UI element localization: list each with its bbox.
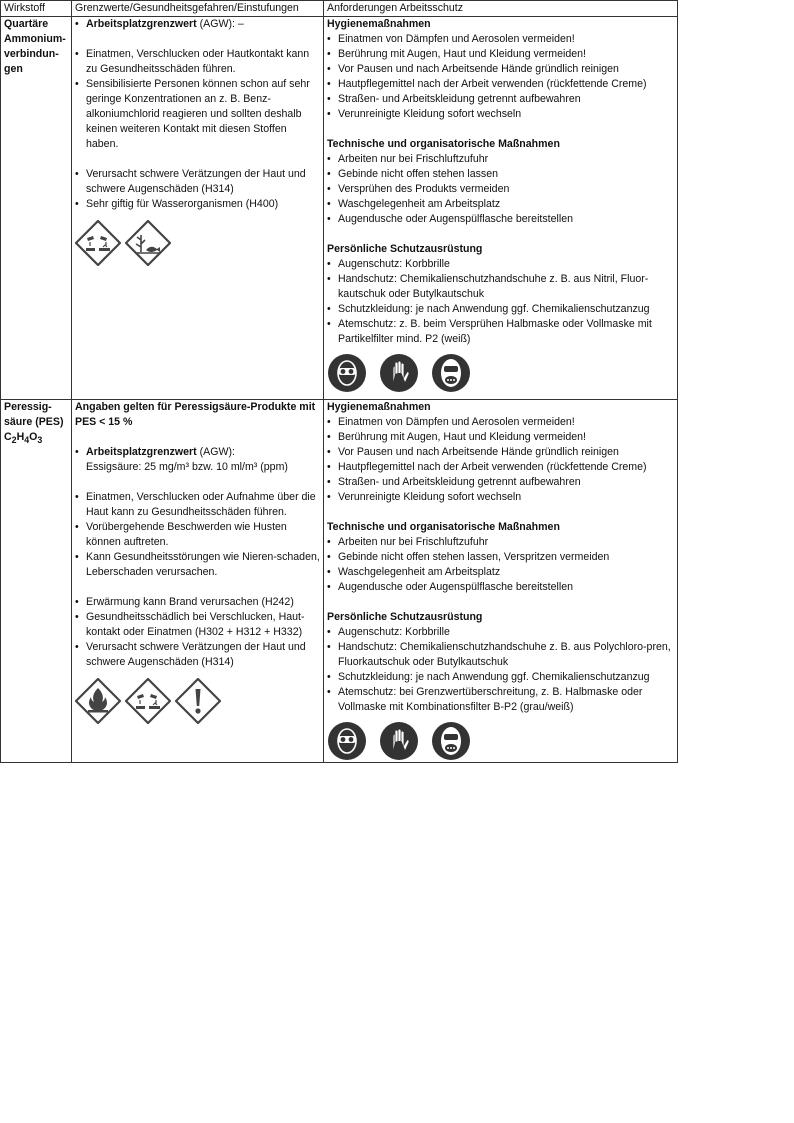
agw-value: (AGW): – [196, 18, 244, 30]
ppe-item: • Augenschutz: Korbbrille [327, 257, 674, 272]
tech-item: • Augendusche oder Augenspülflasche bereitstellen [327, 580, 674, 595]
hazards-cell [72, 400, 324, 763]
hazard-item: • Vorübergehende Beschwerden wie Husten können auftreten. [75, 520, 320, 550]
goggles-icon [327, 721, 367, 761]
substance-line: gen [4, 63, 23, 75]
hazard-item: • Sehr giftig für Wasserorganismen (H400) [75, 197, 320, 212]
hazard-item: • Verursacht schwere Verätzungen der Haut und schwere Augenschäden (H314) [75, 167, 320, 197]
ppe-item: • Handschutz: Chemikalienschutzhandschuhe z. B. aus Polychloro-pren, Fluorkautschuk oder Butylkautschuk [327, 640, 674, 670]
tech-item: • Waschgelegenheit am Arbeitsplatz [327, 197, 674, 212]
tech-item: • Arbeiten nur bei Frischluftzufuhr [327, 152, 674, 167]
substance-line: Quartäre [4, 18, 49, 30]
tech-item: • Augendusche oder Augenspülflasche bereitstellen [327, 212, 674, 227]
tech-item: • Gebinde nicht offen stehen lassen, Verspritzen vermeiden [327, 550, 674, 565]
ppe-item: • Atemschutz: z. B. beim Versprühen Halbmaske oder Vollmaske mit Partikelfilter mind. P2 (weiß) [327, 317, 674, 347]
ppe-pictograms [327, 721, 674, 761]
ppe-pictograms [327, 353, 674, 393]
requirements-cell [324, 17, 678, 400]
tech-title: Technische und organisatorische Maßnahmen [327, 521, 560, 533]
header-substance: Wirkstoff [1, 1, 72, 17]
hygiene-item: • Einatmen von Dämpfen und Aerosolen vermeiden! [327, 415, 674, 430]
tech-item: • Arbeiten nur bei Frischluftzufuhr [327, 535, 674, 550]
substance-cell [1, 17, 72, 400]
hazard-item: • Kann Gesundheitsstörungen wie Nieren-schaden, Leberschaden verursachen. [75, 550, 320, 580]
substance-line: Ammonium- [4, 33, 66, 45]
substance-line: verbindun- [4, 48, 59, 60]
requirements-cell [324, 400, 678, 763]
chemical-formula: $C_2H_4O_3$ [4, 431, 43, 446]
hygiene-item: • Hautpflegemittel nach der Arbeit verwenden (rückfettende Creme) [327, 460, 674, 475]
ppe-item: • Schutzkleidung: je nach Anwendung ggf. Chemikalienschutzanzug [327, 670, 674, 685]
agw-rest: (AGW): [196, 446, 235, 458]
hygiene-title: Hygienemaßnahmen [327, 401, 431, 413]
hazard-item: • Einatmen, Verschlucken oder Aufnahme über die Haut kann zu Gesundheitsschäden führen. [75, 490, 320, 520]
hygiene-item: • Vor Pausen und nach Arbeitsende Hände gründlich reinigen [327, 445, 674, 460]
agw-label: Arbeitsplatzgrenzwert [86, 18, 197, 30]
hazard-item: • Gesundheitsschädlich bei Verschlucken, Haut-kontakt oder Einatmen (H302 + H312 + H332) [75, 610, 320, 640]
hygiene-item: • Berührung mit Augen, Haut und Kleidung vermeiden! [327, 430, 674, 445]
tech-title: Technische und organisatorische Maßnahmen [327, 138, 560, 150]
hazard-item: • Erwärmung kann Brand verursachen (H242) [75, 595, 320, 610]
hazard-item: • Sensibilisierte Personen können schon auf sehr geringe Konzentrationen an z. B. Benz-alkoniumchlorid reagieren und sollten deshalb keinen weiteren Kontakt mit diesen Stoffen haben. [75, 77, 320, 152]
substance-cell [1, 400, 72, 763]
hygiene-item: • Verunreinigte Kleidung sofort wechseln [327, 107, 674, 122]
tech-item: • Gebinde nicht offen stehen lassen [327, 167, 674, 182]
substance-line: säure (PES) [4, 416, 64, 428]
goggles-icon [327, 353, 367, 393]
hygiene-item: • Straßen- und Arbeitskleidung getrennt aufbewahren [327, 92, 674, 107]
table-row [1, 17, 678, 400]
ghs-pictograms [75, 220, 320, 266]
hygiene-item: • Straßen- und Arbeitskleidung getrennt aufbewahren [327, 475, 674, 490]
agw-value: Essigsäure: 25 mg/m³ bzw. 10 ml/m³ (ppm) [86, 461, 288, 473]
ghs-pictograms [75, 678, 320, 724]
exclamation-icon [175, 678, 221, 724]
ppe-title: Persönliche Schutzausrüstung [327, 611, 483, 623]
environment-icon [125, 220, 171, 266]
product-note: Angaben gelten für Peressigsäure-Produkte mit PES < 15 % [75, 401, 316, 428]
hygiene-item: • Hautpflegemittel nach der Arbeit verwenden (rückfettende Creme) [327, 77, 674, 92]
substance-line: Peressig- [4, 401, 52, 413]
hygiene-item: • Einatmen von Dämpfen und Aerosolen vermeiden! [327, 32, 674, 47]
tech-item: • Versprühen des Produkts vermeiden [327, 182, 674, 197]
agw-item [75, 17, 320, 32]
respirator-icon [431, 353, 471, 393]
hazard-item: • Einatmen, Verschlucken oder Hautkontakt kann zu Gesundheitsschäden führen. [75, 47, 320, 77]
agw-item [75, 445, 320, 460]
tech-item: • Waschgelegenheit am Arbeitsplatz [327, 565, 674, 580]
agw-label: Arbeitsplatzgrenzwert [86, 446, 197, 458]
hygiene-title: Hygienemaßnahmen [327, 18, 431, 30]
hazards-cell [72, 17, 324, 400]
gloves-icon [379, 721, 419, 761]
hygiene-item: • Vor Pausen und nach Arbeitsende Hände gründlich reinigen [327, 62, 674, 77]
hazard-item: • Verursacht schwere Verätzungen der Haut und schwere Augenschäden (H314) [75, 640, 320, 670]
gloves-icon [379, 353, 419, 393]
header-hazards: Grenzwerte/Gesundheitsgefahren/Einstufungen [72, 1, 324, 17]
table-row [1, 400, 678, 763]
hygiene-item: • Verunreinigte Kleidung sofort wechseln [327, 490, 674, 505]
ppe-item: • Augenschutz: Korbbrille [327, 625, 674, 640]
corrosive-icon [75, 220, 121, 266]
respirator-icon [431, 721, 471, 761]
ppe-item: • Schutzkleidung: je nach Anwendung ggf. Chemikalienschutzanzug [327, 302, 674, 317]
header-row [1, 1, 678, 17]
corrosive-icon [125, 678, 171, 724]
flame-icon [75, 678, 121, 724]
ppe-item: • Handschutz: Chemikalienschutzhandschuhe z. B. aus Nitril, Fluor-kautschuk oder Butylkautschuk [327, 272, 674, 302]
hygiene-item: • Berührung mit Augen, Haut und Kleidung vermeiden! [327, 47, 674, 62]
ppe-item: • Atemschutz: bei Grenzwertüberschreitung, z. B. Halbmaske oder Vollmaske mit Kombinationsfilter B-P2 (grau/weiß) [327, 685, 674, 715]
ppe-title: Persönliche Schutzausrüstung [327, 243, 483, 255]
header-requirements: Anforderungen Arbeitsschutz [324, 1, 678, 17]
